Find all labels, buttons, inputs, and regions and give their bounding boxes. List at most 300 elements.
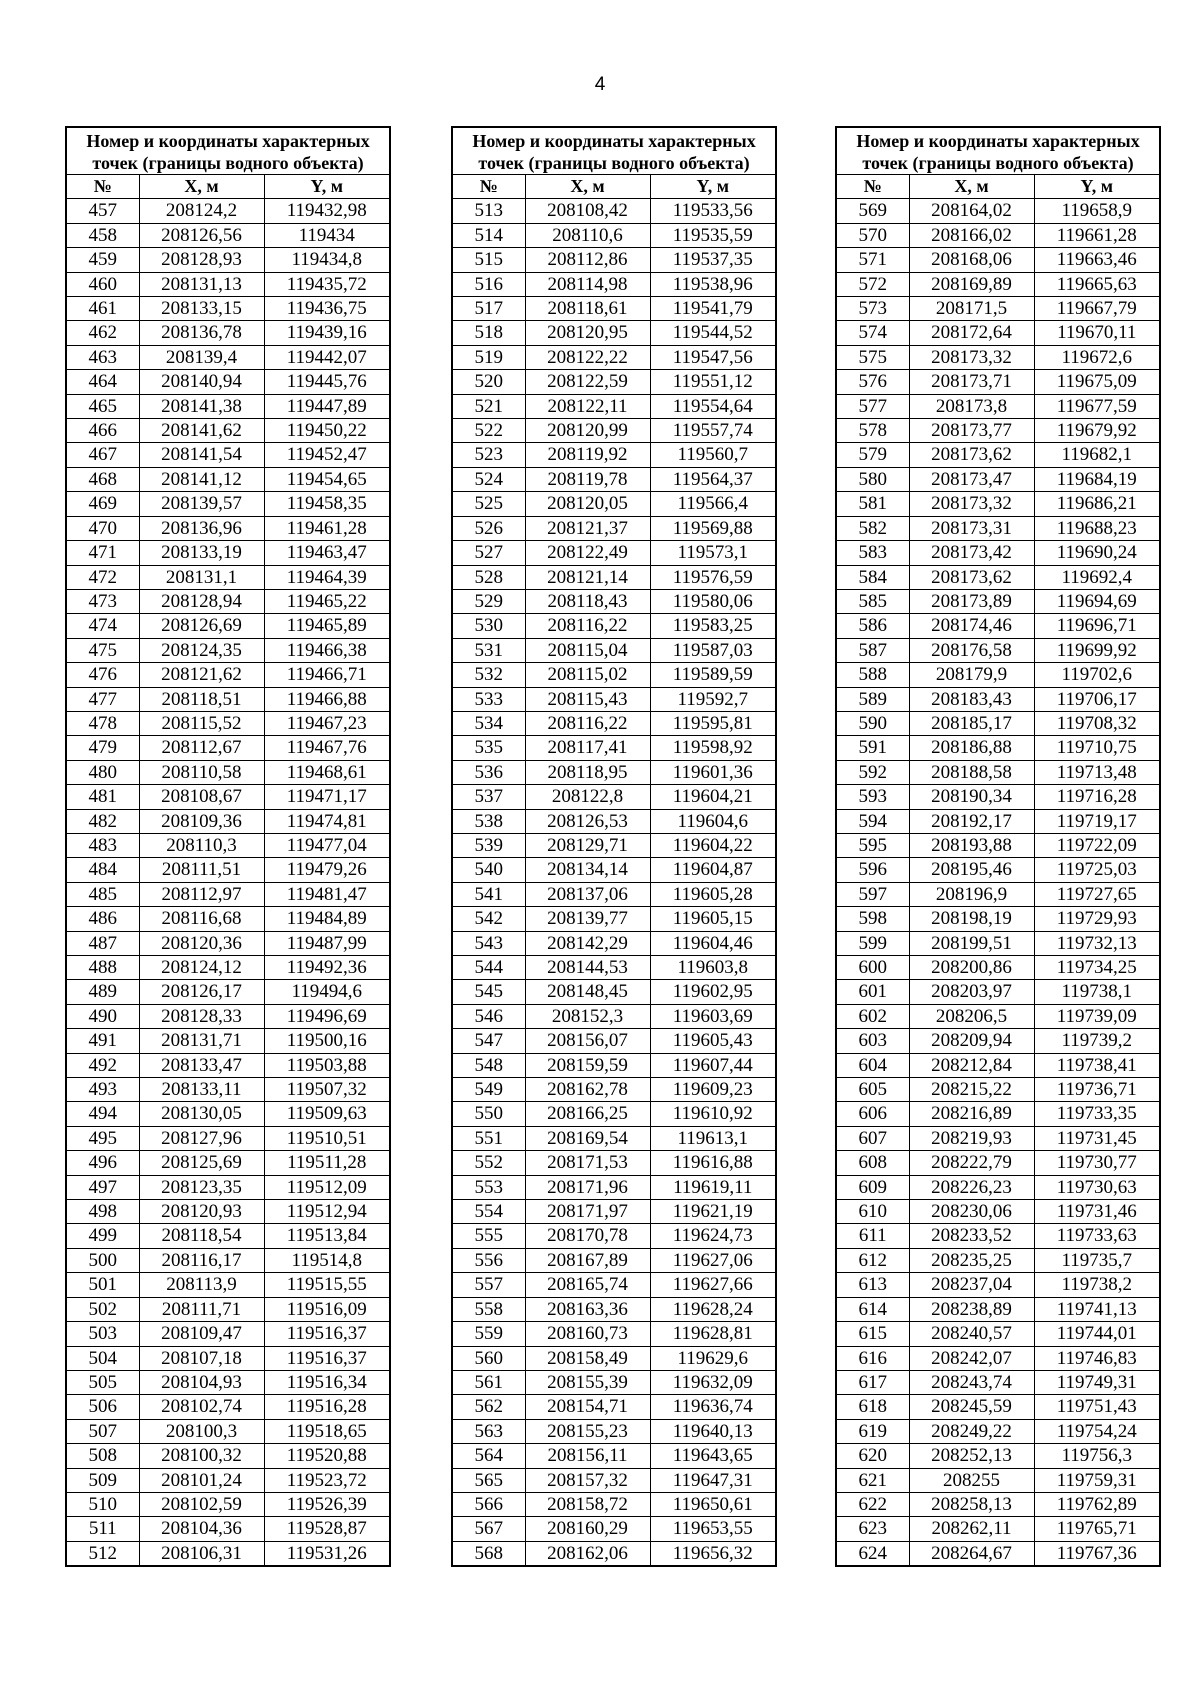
table-row [66, 1053, 390, 1077]
cell-point-number: 547 [452, 1029, 525, 1053]
table-row [836, 1468, 1160, 1492]
cell-x-coordinate: 208240,57 [909, 1322, 1034, 1346]
cell-y-coordinate: 119629,6 [650, 1346, 776, 1370]
table-row [836, 1297, 1160, 1321]
table-row [836, 1078, 1160, 1102]
table-row [452, 1151, 776, 1175]
cell-point-number: 478 [66, 711, 139, 735]
cell-x-coordinate: 208173,62 [909, 443, 1034, 467]
cell-y-coordinate: 119739,2 [1034, 1029, 1160, 1053]
cell-point-number: 518 [452, 321, 525, 345]
cell-point-number: 481 [66, 785, 139, 809]
column-header-number: № [836, 175, 909, 199]
table-row [66, 370, 390, 394]
cell-point-number: 570 [836, 223, 909, 247]
cell-point-number: 613 [836, 1273, 909, 1297]
cell-y-coordinate: 119514,8 [264, 1248, 390, 1272]
cell-point-number: 520 [452, 370, 525, 394]
table-row [66, 1297, 390, 1321]
table-row [836, 809, 1160, 833]
table-row [66, 980, 390, 1004]
cell-point-number: 623 [836, 1517, 909, 1541]
table-row [836, 858, 1160, 882]
table-row [452, 1126, 776, 1150]
cell-point-number: 470 [66, 516, 139, 540]
cell-point-number: 463 [66, 345, 139, 369]
table-row [66, 1395, 390, 1419]
cell-x-coordinate: 208111,51 [139, 858, 264, 882]
cell-x-coordinate: 208120,99 [525, 419, 650, 443]
table-row [66, 223, 390, 247]
table-row [452, 1322, 776, 1346]
cell-x-coordinate: 208193,88 [909, 833, 1034, 857]
table-row [66, 858, 390, 882]
cell-point-number: 595 [836, 833, 909, 857]
cell-point-number: 559 [452, 1322, 525, 1346]
cell-y-coordinate: 119507,32 [264, 1078, 390, 1102]
cell-y-coordinate: 119477,04 [264, 833, 390, 857]
cell-point-number: 599 [836, 931, 909, 955]
cell-y-coordinate: 119610,92 [650, 1102, 776, 1126]
cell-point-number: 458 [66, 223, 139, 247]
cell-y-coordinate: 119647,31 [650, 1468, 776, 1492]
cell-point-number: 503 [66, 1322, 139, 1346]
cell-x-coordinate: 208119,78 [525, 467, 650, 491]
cell-x-coordinate: 208155,39 [525, 1370, 650, 1394]
table-row [836, 1492, 1160, 1516]
cell-y-coordinate: 119520,88 [264, 1444, 390, 1468]
cell-x-coordinate: 208171,96 [525, 1175, 650, 1199]
table-row [452, 687, 776, 711]
cell-y-coordinate: 119716,28 [1034, 785, 1160, 809]
cell-x-coordinate: 208169,89 [909, 272, 1034, 296]
cell-y-coordinate: 119609,23 [650, 1078, 776, 1102]
cell-x-coordinate: 208108,42 [525, 199, 650, 223]
cell-y-coordinate: 119670,11 [1034, 321, 1160, 345]
table-row [836, 638, 1160, 662]
cell-y-coordinate: 119576,59 [650, 565, 776, 589]
cell-y-coordinate: 119708,32 [1034, 711, 1160, 735]
table-row [836, 711, 1160, 735]
cell-point-number: 528 [452, 565, 525, 589]
cell-y-coordinate: 119751,43 [1034, 1395, 1160, 1419]
table-row [452, 297, 776, 321]
table-row [66, 736, 390, 760]
table-row [836, 1151, 1160, 1175]
cell-point-number: 496 [66, 1151, 139, 1175]
cell-point-number: 524 [452, 467, 525, 491]
cell-y-coordinate: 119516,34 [264, 1370, 390, 1394]
cell-x-coordinate: 208140,94 [139, 370, 264, 394]
cell-y-coordinate: 119592,7 [650, 687, 776, 711]
cell-y-coordinate: 119583,25 [650, 614, 776, 638]
cell-point-number: 512 [66, 1541, 139, 1566]
cell-y-coordinate: 119672,6 [1034, 345, 1160, 369]
table-row [836, 1053, 1160, 1077]
cell-y-coordinate: 119464,39 [264, 565, 390, 589]
table-row [452, 1248, 776, 1272]
table-row [836, 345, 1160, 369]
table-row [836, 1126, 1160, 1150]
cell-y-coordinate: 119605,15 [650, 907, 776, 931]
cell-y-coordinate: 119725,03 [1034, 858, 1160, 882]
table-row [66, 1029, 390, 1053]
cell-x-coordinate: 208102,74 [139, 1395, 264, 1419]
cell-y-coordinate: 119587,03 [650, 638, 776, 662]
cell-x-coordinate: 208136,78 [139, 321, 264, 345]
cell-x-coordinate: 208118,95 [525, 760, 650, 784]
cell-y-coordinate: 119450,22 [264, 419, 390, 443]
table-row [66, 687, 390, 711]
cell-point-number: 507 [66, 1419, 139, 1443]
cell-point-number: 619 [836, 1419, 909, 1443]
cell-x-coordinate: 208172,64 [909, 321, 1034, 345]
cell-x-coordinate: 208162,78 [525, 1078, 650, 1102]
table-row [66, 663, 390, 687]
cell-y-coordinate: 119739,09 [1034, 1004, 1160, 1028]
cell-x-coordinate: 208226,23 [909, 1175, 1034, 1199]
cell-point-number: 514 [452, 223, 525, 247]
cell-y-coordinate: 119628,24 [650, 1297, 776, 1321]
cell-x-coordinate: 208136,96 [139, 516, 264, 540]
cell-y-coordinate: 119603,8 [650, 956, 776, 980]
cell-point-number: 468 [66, 467, 139, 491]
cell-x-coordinate: 208128,93 [139, 248, 264, 272]
cell-x-coordinate: 208141,38 [139, 394, 264, 418]
table-row [836, 467, 1160, 491]
cell-point-number: 545 [452, 980, 525, 1004]
cell-y-coordinate: 119632,09 [650, 1370, 776, 1394]
cell-point-number: 571 [836, 248, 909, 272]
table-row [452, 370, 776, 394]
cell-x-coordinate: 208122,49 [525, 541, 650, 565]
table-row [66, 956, 390, 980]
cell-x-coordinate: 208252,13 [909, 1444, 1034, 1468]
cell-x-coordinate: 208195,46 [909, 858, 1034, 882]
table-row [836, 663, 1160, 687]
table-row [836, 1200, 1160, 1224]
table-row [452, 1078, 776, 1102]
table-row [66, 492, 390, 516]
table-row [66, 1004, 390, 1028]
cell-x-coordinate: 208171,97 [525, 1200, 650, 1224]
cell-point-number: 482 [66, 809, 139, 833]
cell-point-number: 539 [452, 833, 525, 857]
cell-point-number: 472 [66, 565, 139, 589]
cell-y-coordinate: 119734,25 [1034, 956, 1160, 980]
table-row [836, 1346, 1160, 1370]
cell-x-coordinate: 208116,22 [525, 614, 650, 638]
cell-x-coordinate: 208139,77 [525, 907, 650, 931]
cell-point-number: 612 [836, 1248, 909, 1272]
cell-point-number: 464 [66, 370, 139, 394]
cell-x-coordinate: 208243,74 [909, 1370, 1034, 1394]
cell-point-number: 585 [836, 589, 909, 613]
cell-y-coordinate: 119733,63 [1034, 1224, 1160, 1248]
cell-x-coordinate: 208109,47 [139, 1322, 264, 1346]
cell-y-coordinate: 119436,75 [264, 297, 390, 321]
cell-y-coordinate: 119516,09 [264, 1297, 390, 1321]
table-row [66, 1492, 390, 1516]
table-row [66, 199, 390, 223]
table-caption: Номер и координаты характерных точек (границы водного объекта) [836, 127, 1160, 175]
cell-y-coordinate: 119461,28 [264, 516, 390, 540]
cell-point-number: 506 [66, 1395, 139, 1419]
cell-y-coordinate: 119512,09 [264, 1175, 390, 1199]
cell-x-coordinate: 208118,51 [139, 687, 264, 711]
cell-x-coordinate: 208173,62 [909, 565, 1034, 589]
table-row [66, 882, 390, 906]
cell-x-coordinate: 208133,19 [139, 541, 264, 565]
cell-y-coordinate: 119557,74 [650, 419, 776, 443]
cell-y-coordinate: 119434 [264, 223, 390, 247]
cell-point-number: 513 [452, 199, 525, 223]
cell-y-coordinate: 119580,06 [650, 589, 776, 613]
cell-x-coordinate: 208235,25 [909, 1248, 1034, 1272]
table-row [66, 1322, 390, 1346]
column-header-x: X, м [909, 175, 1034, 199]
table-row [66, 541, 390, 565]
cell-x-coordinate: 208128,94 [139, 589, 264, 613]
cell-point-number: 483 [66, 833, 139, 857]
table-row [836, 1224, 1160, 1248]
cell-point-number: 521 [452, 394, 525, 418]
cell-x-coordinate: 208104,93 [139, 1370, 264, 1394]
cell-x-coordinate: 208206,5 [909, 1004, 1034, 1028]
cell-point-number: 586 [836, 614, 909, 638]
table-row [836, 1370, 1160, 1394]
cell-x-coordinate: 208119,92 [525, 443, 650, 467]
table-row [452, 345, 776, 369]
cell-x-coordinate: 208121,37 [525, 516, 650, 540]
cell-y-coordinate: 119510,51 [264, 1126, 390, 1150]
cell-y-coordinate: 119466,88 [264, 687, 390, 711]
cell-point-number: 548 [452, 1053, 525, 1077]
cell-point-number: 598 [836, 907, 909, 931]
table-row [66, 321, 390, 345]
table-row [836, 1419, 1160, 1443]
cell-y-coordinate: 119463,47 [264, 541, 390, 565]
table-row [836, 1517, 1160, 1541]
cell-x-coordinate: 208173,42 [909, 541, 1034, 565]
cell-x-coordinate: 208199,51 [909, 931, 1034, 955]
cell-point-number: 579 [836, 443, 909, 467]
table-row [452, 1200, 776, 1224]
table-row [452, 736, 776, 760]
cell-point-number: 621 [836, 1468, 909, 1492]
cell-x-coordinate: 208133,47 [139, 1053, 264, 1077]
cell-point-number: 607 [836, 1126, 909, 1150]
table-row [66, 565, 390, 589]
cell-x-coordinate: 208109,36 [139, 809, 264, 833]
cell-point-number: 615 [836, 1322, 909, 1346]
cell-y-coordinate: 119465,22 [264, 589, 390, 613]
cell-point-number: 508 [66, 1444, 139, 1468]
table-row [452, 1224, 776, 1248]
cell-x-coordinate: 208108,67 [139, 785, 264, 809]
cell-y-coordinate: 119516,28 [264, 1395, 390, 1419]
cell-point-number: 479 [66, 736, 139, 760]
cell-point-number: 492 [66, 1053, 139, 1077]
cell-x-coordinate: 208120,95 [525, 321, 650, 345]
table-row [836, 1395, 1160, 1419]
cell-x-coordinate: 208110,58 [139, 760, 264, 784]
cell-point-number: 536 [452, 760, 525, 784]
cell-y-coordinate: 119528,87 [264, 1517, 390, 1541]
cell-y-coordinate: 119627,66 [650, 1273, 776, 1297]
cell-x-coordinate: 208160,73 [525, 1322, 650, 1346]
cell-x-coordinate: 208124,12 [139, 956, 264, 980]
cell-x-coordinate: 208190,34 [909, 785, 1034, 809]
cell-y-coordinate: 119756,3 [1034, 1444, 1160, 1468]
cell-y-coordinate: 119722,09 [1034, 833, 1160, 857]
cell-point-number: 597 [836, 882, 909, 906]
table-row [836, 394, 1160, 418]
cell-y-coordinate: 119738,1 [1034, 980, 1160, 1004]
cell-point-number: 529 [452, 589, 525, 613]
cell-point-number: 462 [66, 321, 139, 345]
cell-x-coordinate: 208111,71 [139, 1297, 264, 1321]
cell-x-coordinate: 208173,47 [909, 467, 1034, 491]
cell-y-coordinate: 119710,75 [1034, 736, 1160, 760]
cell-x-coordinate: 208120,36 [139, 931, 264, 955]
cell-y-coordinate: 119569,88 [650, 516, 776, 540]
cell-point-number: 593 [836, 785, 909, 809]
cell-point-number: 535 [452, 736, 525, 760]
cell-y-coordinate: 119513,84 [264, 1224, 390, 1248]
cell-y-coordinate: 119535,59 [650, 223, 776, 247]
cell-x-coordinate: 208242,07 [909, 1346, 1034, 1370]
cell-y-coordinate: 119467,76 [264, 736, 390, 760]
cell-point-number: 611 [836, 1224, 909, 1248]
cell-x-coordinate: 208122,11 [525, 394, 650, 418]
cell-y-coordinate: 119484,89 [264, 907, 390, 931]
table-row [836, 492, 1160, 516]
cell-y-coordinate: 119466,71 [264, 663, 390, 687]
cell-point-number: 587 [836, 638, 909, 662]
table-row [836, 785, 1160, 809]
cell-y-coordinate: 119702,6 [1034, 663, 1160, 687]
cell-x-coordinate: 208100,32 [139, 1444, 264, 1468]
table-row [836, 199, 1160, 223]
cell-y-coordinate: 119564,37 [650, 467, 776, 491]
column-header-y: Y, м [1034, 175, 1160, 199]
cell-point-number: 567 [452, 1517, 525, 1541]
cell-x-coordinate: 208176,58 [909, 638, 1034, 662]
table-row [836, 1273, 1160, 1297]
cell-point-number: 588 [836, 663, 909, 687]
cell-point-number: 602 [836, 1004, 909, 1028]
cell-point-number: 549 [452, 1078, 525, 1102]
cell-y-coordinate: 119467,23 [264, 711, 390, 735]
cell-y-coordinate: 119560,7 [650, 443, 776, 467]
table-row [836, 614, 1160, 638]
cell-point-number: 555 [452, 1224, 525, 1248]
table-row [66, 638, 390, 662]
cell-y-coordinate: 119686,21 [1034, 492, 1160, 516]
cell-y-coordinate: 119690,24 [1034, 541, 1160, 565]
table-row [836, 1444, 1160, 1468]
cell-x-coordinate: 208122,22 [525, 345, 650, 369]
cell-point-number: 515 [452, 248, 525, 272]
table-row [452, 321, 776, 345]
cell-point-number: 502 [66, 1297, 139, 1321]
cell-y-coordinate: 119731,46 [1034, 1200, 1160, 1224]
cell-y-coordinate: 119749,31 [1034, 1370, 1160, 1394]
table-row [452, 785, 776, 809]
cell-x-coordinate: 208209,94 [909, 1029, 1034, 1053]
cell-y-coordinate: 119604,87 [650, 858, 776, 882]
cell-y-coordinate: 119547,56 [650, 345, 776, 369]
cell-point-number: 601 [836, 980, 909, 1004]
cell-y-coordinate: 119730,77 [1034, 1151, 1160, 1175]
cell-y-coordinate: 119589,59 [650, 663, 776, 687]
table-row [836, 736, 1160, 760]
cell-point-number: 459 [66, 248, 139, 272]
table-row [66, 1419, 390, 1443]
cell-y-coordinate: 119515,55 [264, 1273, 390, 1297]
table-row [66, 1175, 390, 1199]
cell-x-coordinate: 208116,22 [525, 711, 650, 735]
table-row [836, 272, 1160, 296]
cell-point-number: 550 [452, 1102, 525, 1126]
table-row [66, 467, 390, 491]
cell-point-number: 477 [66, 687, 139, 711]
table-row [452, 980, 776, 1004]
cell-y-coordinate: 119439,16 [264, 321, 390, 345]
cell-point-number: 600 [836, 956, 909, 980]
cell-x-coordinate: 208115,02 [525, 663, 650, 687]
cell-x-coordinate: 208159,59 [525, 1053, 650, 1077]
cell-y-coordinate: 119605,43 [650, 1029, 776, 1053]
table-row [452, 1297, 776, 1321]
table-row [836, 419, 1160, 443]
cell-point-number: 465 [66, 394, 139, 418]
cell-point-number: 533 [452, 687, 525, 711]
cell-x-coordinate: 208173,77 [909, 419, 1034, 443]
cell-x-coordinate: 208173,8 [909, 394, 1034, 418]
cell-x-coordinate: 208123,35 [139, 1175, 264, 1199]
cell-x-coordinate: 208174,46 [909, 614, 1034, 638]
cell-x-coordinate: 208158,72 [525, 1492, 650, 1516]
cell-x-coordinate: 208156,07 [525, 1029, 650, 1053]
table-caption: Номер и координаты характерных точек (границы водного объекта) [66, 127, 390, 175]
cell-x-coordinate: 208196,9 [909, 882, 1034, 906]
cell-point-number: 504 [66, 1346, 139, 1370]
cell-x-coordinate: 208186,88 [909, 736, 1034, 760]
cell-point-number: 589 [836, 687, 909, 711]
cell-point-number: 500 [66, 1248, 139, 1272]
table-row [452, 1541, 776, 1566]
table-row [836, 1322, 1160, 1346]
cell-y-coordinate: 119719,17 [1034, 809, 1160, 833]
cell-x-coordinate: 208200,86 [909, 956, 1034, 980]
cell-point-number: 592 [836, 760, 909, 784]
cell-point-number: 561 [452, 1370, 525, 1394]
cell-point-number: 576 [836, 370, 909, 394]
cell-y-coordinate: 119682,1 [1034, 443, 1160, 467]
cell-point-number: 617 [836, 1370, 909, 1394]
cell-x-coordinate: 208107,18 [139, 1346, 264, 1370]
table-row [452, 541, 776, 565]
cell-x-coordinate: 208216,89 [909, 1102, 1034, 1126]
cell-y-coordinate: 119735,7 [1034, 1248, 1160, 1272]
cell-x-coordinate: 208115,43 [525, 687, 650, 711]
cell-point-number: 560 [452, 1346, 525, 1370]
cell-x-coordinate: 208158,49 [525, 1346, 650, 1370]
cell-point-number: 488 [66, 956, 139, 980]
cell-point-number: 532 [452, 663, 525, 687]
